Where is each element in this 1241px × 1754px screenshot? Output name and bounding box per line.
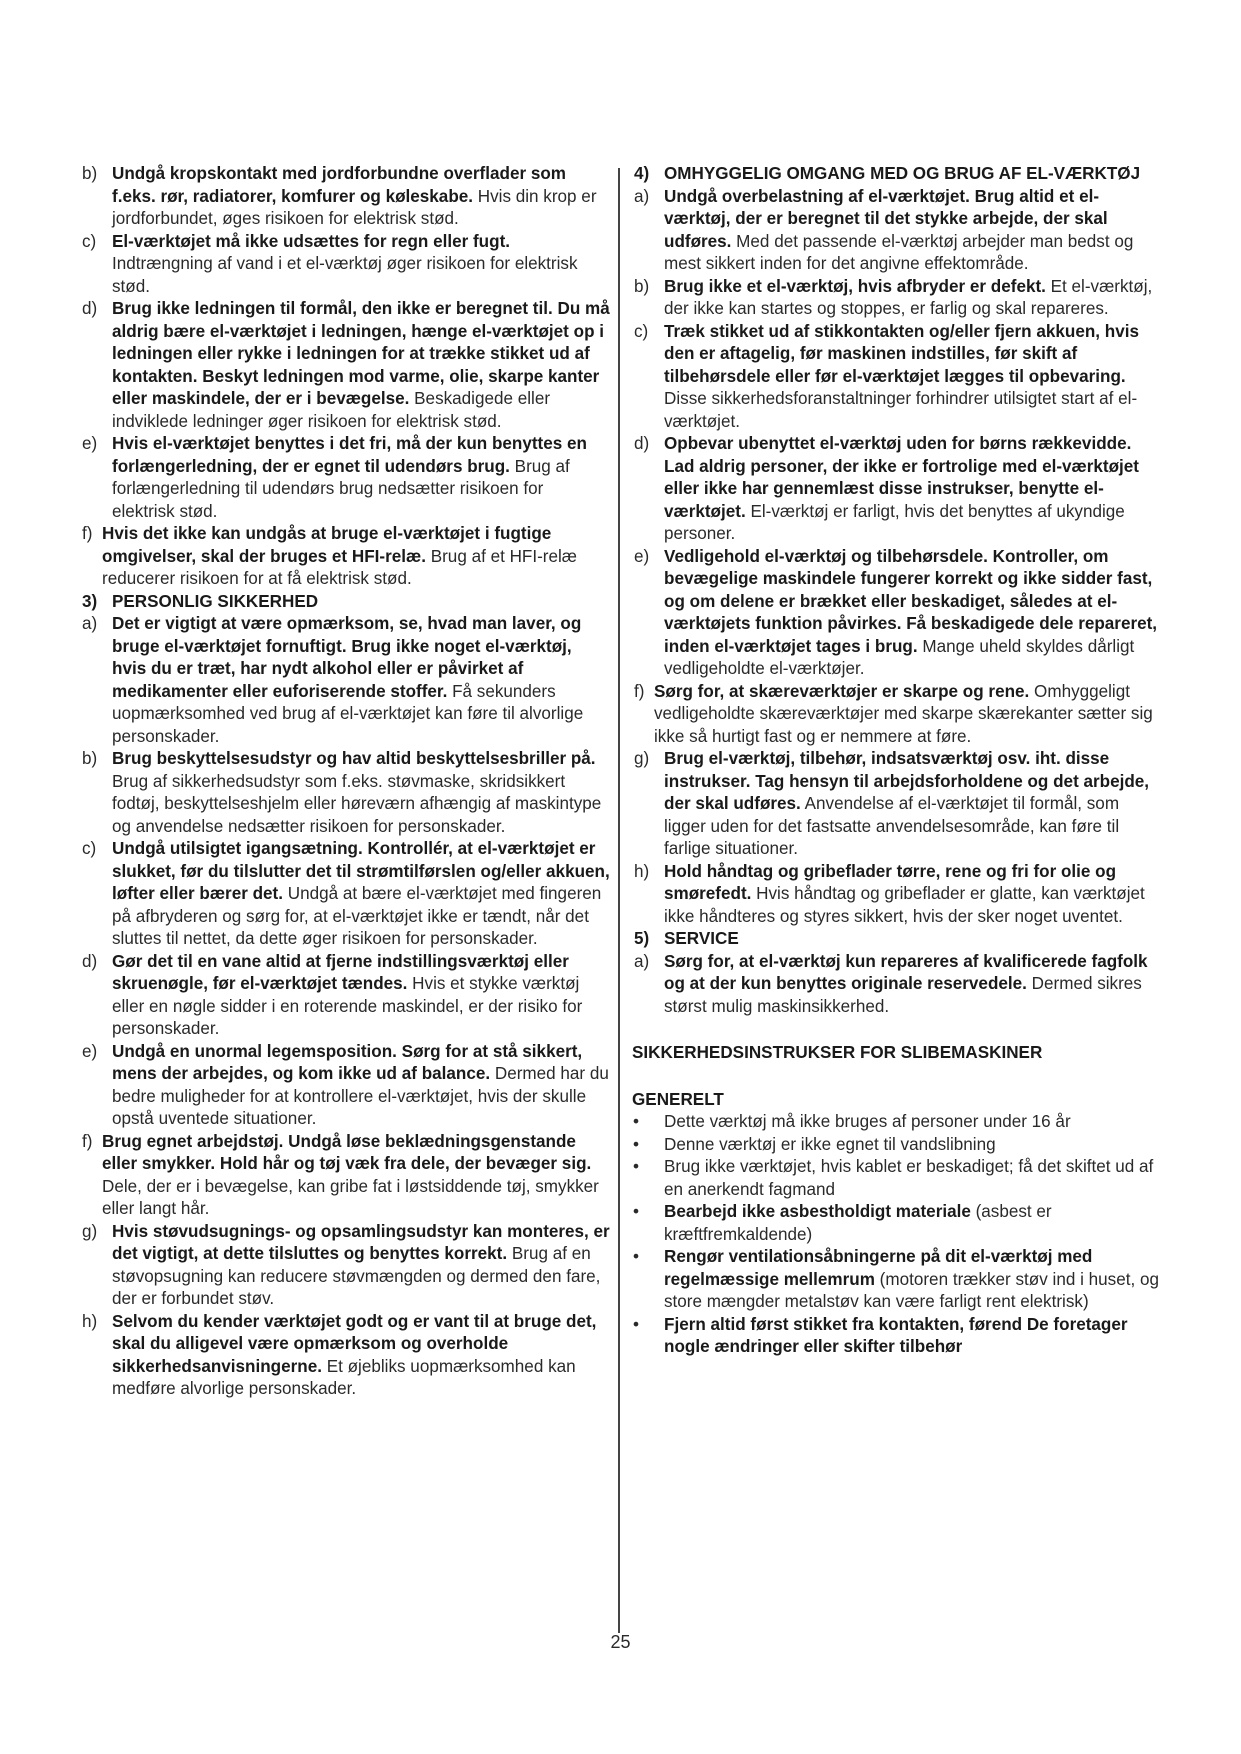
item-marker: d) — [82, 951, 98, 971]
safety-instructions-heading: SIKKERHEDSINSTRUKSER FOR SLIBEMASKINER — [632, 1043, 1043, 1062]
item-bold-text: Brug ikke ledningen til formål, den ikke er beregnet til. Du må aldrig bære el-værktøjet i ledningen, hænge el-værktøjet op i ledningen eller rykke i ledningen for at trække stikket ud af kontakten. Beskyt ledningen mod varme, olie, skarpe kanter eller maskindele, der er i bevægelse. — [112, 299, 610, 408]
instruction-item — [632, 748, 1162, 861]
item-bold-text: Brug beskyttelsesudstyr og hav altid beskyttelsesbriller på. — [112, 749, 596, 768]
item-bold-text: Brug egnet arbejdstøj. Undgå løse beklædningsgenstande eller smykker. Hold hår og tøj væk fra dele, der bevæger sig. — [102, 1131, 592, 1173]
item-bold-text: Hvis el-værktøjet benyttes i det fri, må der kun benyttes en forlængerledning, der er egnet til udendørs brug. — [112, 434, 587, 476]
section-3-heading — [80, 591, 610, 614]
bullet-dot-icon: • — [633, 1247, 639, 1266]
item-bold-text: Hold håndtag og gribeflader tørre, rene og fri for olie og smørefedt. — [664, 861, 1117, 903]
bullet-text: (motoren trækker støv ind i huset, og store mængder metalstøv kan være farligt rent elektrisk) — [664, 1269, 1159, 1311]
right-items-section-5 — [632, 951, 1162, 1019]
item-marker: f) — [82, 524, 93, 543]
instruction-item — [632, 861, 1162, 929]
bullet-text: Dette værktøj må ikke bruges af personer under 16 år — [664, 1112, 1071, 1131]
item-marker: h) — [634, 861, 650, 881]
left-column — [80, 163, 610, 1401]
bullet-dot-icon: • — [633, 1157, 639, 1176]
item-marker: a) — [82, 614, 98, 633]
item-text: Brug af forlængerledning til udendørs brug nedsætter risikoen for elektrisk stød. — [112, 456, 570, 521]
item-text: Mange uheld skyldes dårligt vedligeholdte el-værktøjer. — [664, 636, 1135, 678]
item-text: Et el-værktøj, der ikke kan startes og stoppes, er farlig og skal repareres. — [664, 276, 1153, 318]
item-marker: f) — [634, 681, 645, 701]
section-3-number: 3) — [82, 591, 98, 611]
item-bold-text: Træk stikket ud af stikkontakten og/eller fjern akkuen, hvis den er aftagelig, før maskinen indstilles, før skift af tilbehørsdele eller før el-værktøjet lægges til opbevaring. — [664, 321, 1139, 386]
left-items-section-3 — [80, 613, 610, 1401]
section-5-title: SERVICE — [664, 929, 739, 948]
item-bold-text: Undgå utilsigtet igangsætning. Kontrollér, at el-værktøjet er slukket, før du tilslutter det til strømtilførslen og/eller akkuen, løfter eller bærer det. — [112, 839, 610, 903]
column-divider — [618, 168, 620, 1633]
item-marker: e) — [82, 1041, 98, 1061]
item-text: Et øjebliks uopmærksomhed kan medføre alvorlige personskader. — [112, 1356, 576, 1398]
instruction-item — [80, 298, 610, 433]
item-text: Indtrængning af vand i et el-værktøj øger risikoen for elektrisk stød. — [112, 254, 578, 296]
bullet-item — [632, 1156, 1162, 1201]
item-bold-text: Selvom du kender værktøjet godt og er vant til at bruge det, skal du alligevel være opmærksom og overholde sikkerhedsanvisningerne. — [112, 1311, 597, 1376]
general-bullet-list — [632, 1111, 1162, 1359]
bullet-text: (asbest er kræftfremkaldende) — [664, 1202, 1052, 1244]
item-marker: e) — [634, 546, 650, 566]
bullet-text: Denne værktøj er ikke egnet til vandslibning — [664, 1134, 996, 1154]
section-4-title: OMHYGGELIG OMGANG MED OG BRUG AF EL-VÆRKTØJ — [664, 164, 1141, 183]
instruction-item — [632, 546, 1162, 681]
bullet-dot-icon: • — [633, 1134, 639, 1154]
item-text: Dele, der er i bevægelse, kan gribe fat i løstsiddende tøj, smykker eller langt hår. — [102, 1176, 599, 1218]
item-text: Hvis håndtag og gribeflader er glatte, kan værktøjet ikke håndteres og styres sikkert, hvis der sker noget uventet. — [664, 884, 1145, 926]
item-marker: c) — [82, 839, 97, 858]
item-marker: g) — [634, 749, 650, 768]
item-text: Brug af en støvopsugning kan reducere støvmængden og dermed den fare, der er forbundet støv. — [112, 1244, 601, 1308]
item-text: Hvis et stykke værktøj eller en nøgle sidder i en roterende maskindel, er der risiko for personskader. — [112, 974, 583, 1038]
item-marker: e) — [82, 434, 98, 453]
item-text: Få sekunders uopmærksomhed ved brug af el-værktøjet kan føre til alvorlige personskader. — [112, 681, 584, 746]
bullet-item — [632, 1201, 1162, 1246]
item-text: Hvis din krop er jordforbundet, øges risikoen for elektrisk stød. — [112, 186, 597, 228]
item-text: Beskadigede eller indviklede ledninger øger risikoen for elektrisk stød. — [112, 389, 551, 431]
page-number: 25 — [610, 1632, 631, 1652]
item-bold-text: Hvis støvudsugnings- og opsamlingsudstyr kan monteres, er det vigtigt, at dette tilsluttes og benyttes korrekt. — [112, 1221, 610, 1263]
section-5-heading — [632, 928, 1162, 951]
general-heading: GENERELT — [632, 1089, 724, 1109]
left-items-top — [80, 163, 610, 591]
instruction-item — [632, 186, 1162, 276]
bullet-item — [632, 1314, 1162, 1359]
instruction-item — [80, 838, 610, 951]
item-marker: c) — [634, 321, 649, 341]
instruction-item — [80, 748, 610, 838]
item-bold-text: Undgå en unormal legemsposition. Sørg for at stå sikkert, mens der arbejdes, og kom ikke ud af balance. — [112, 1041, 583, 1083]
item-text: Med det passende el-værktøj arbejder man bedst og mest sikkert inden for det angivne effektområde. — [664, 231, 1134, 273]
item-bold-text: Undgå overbelastning af el-værktøjet. Brug altid et el-værktøj, der er beregnet til det stykke arbejde, der skal udføres. — [664, 186, 1108, 251]
instruction-item — [80, 231, 610, 299]
item-marker: a) — [634, 186, 650, 206]
right-column — [632, 163, 1162, 1359]
item-marker: g) — [82, 1221, 98, 1241]
item-marker: d) — [634, 434, 650, 453]
instruction-item — [632, 321, 1162, 434]
instruction-item — [632, 951, 1162, 1019]
item-bold-text: Brug ikke et el-værktøj, hvis afbryder er defekt. — [664, 276, 1046, 296]
item-text: Undgå at bære el-værktøjet med fingeren på afbryderen og sørg for, at el-værktøjet ikke er tændt, når det sluttes til nettet, da dette øger risikoen for personskader. — [112, 884, 602, 948]
item-bold-text: Hvis det ikke kan undgås at bruge el-værktøjet i fugtige omgivelser, skal der bruges et HFI-relæ. — [102, 524, 552, 566]
item-text: Omhyggeligt vedligeholdte skæreværktøjer med skarpe skærekanter sætter sig ikke så hurtigt fast og er nemmere at føre. — [654, 681, 1153, 746]
right-items-section-4 — [632, 186, 1162, 929]
instruction-item — [632, 276, 1162, 321]
item-marker: c) — [82, 231, 97, 251]
item-text: Dermed sikres størst mulig maskinsikkerhed. — [664, 974, 1142, 1016]
item-bold-text: Sørg for, at skæreværktøjer er skarpe og rene. — [654, 681, 1030, 701]
bullet-item — [632, 1246, 1162, 1314]
section-5-number: 5) — [634, 929, 650, 948]
item-marker: h) — [82, 1311, 98, 1331]
item-marker: b) — [634, 276, 650, 296]
item-bold-text: Gør det til en vane altid at fjerne indstillingsværktøj eller skruenøgle, før el-værktøjet tændes. — [112, 951, 569, 993]
instruction-item — [80, 1311, 610, 1401]
section-4-heading — [632, 163, 1162, 186]
bullet-dot-icon: • — [633, 1202, 639, 1221]
item-bold-text: Vedligehold el-værktøj og tilbehørsdele. Kontroller, om bevægelige maskindele fungerer korrekt og ikke sidder fast, og om delene er brækket eller beskadiget, således at el-værktøjets funktion påvirkes. Få beskadigede dele repareret, inden el-værktøjet tages i brug. — [664, 546, 1158, 656]
instruction-item — [80, 613, 610, 748]
item-text: Brug af et HFI-relæ reducerer risikoen for at få elektrisk stød. — [102, 546, 578, 588]
item-bold-text: Sørg for, at el-værktøj kun repareres af kvalificerede fagfolk og at der kun benyttes originale reservedele. — [664, 951, 1148, 993]
instruction-item — [80, 163, 610, 231]
instruction-item — [80, 433, 610, 523]
bullet-item — [632, 1111, 1162, 1134]
item-text: Anvendelse af el-værktøjet til formål, som ligger uden for det fastsatte anvendelsesområde, kan føre til farlige situationer. — [664, 794, 1120, 858]
section-4-number: 4) — [634, 164, 650, 183]
instruction-item — [80, 523, 610, 591]
item-bold-text: El-værktøjet må ikke udsættes for regn eller fugt. — [112, 231, 511, 251]
bullet-bold-text: Bearbejd ikke asbestholdigt materiale — [664, 1202, 971, 1221]
bullet-text: Brug ikke værktøjet, hvis kablet er beskadiget; få det skiftet ud af en anerkendt fagmand — [664, 1157, 1154, 1199]
item-text: Disse sikkerhedsforanstaltninger forhindrer utilsigtet start af el-værktøjet. — [664, 389, 1138, 431]
item-bold-text: Opbevar ubenyttet el-værktøj uden for børns rækkevidde. Lad aldrig personer, der ikke er fortrolige med el-værktøjet eller ikke har gennemlæst disse instrukser, benytte el-værktøjet. — [664, 434, 1139, 521]
bullet-bold-text: Rengør ventilationsåbningerne på dit el-værktøj med regelmæssige mellemrum — [664, 1247, 1093, 1289]
item-text: Dermed har du bedre muligheder for at kontrollere el-værktøjet, hvis der skulle opstå uventede situationer. — [112, 1064, 609, 1128]
bullet-bold-text: Fjern altid først stikket fra kontakten, førend De foretager nogle ændringer eller skifter tilbehør — [664, 1314, 1128, 1356]
instruction-item — [80, 1221, 610, 1311]
item-marker: d) — [82, 299, 98, 318]
item-bold-text: Undgå kropskontakt med jordforbundne overflader som f.eks. rør, radiatorer, komfurer og køleskabe. — [112, 164, 566, 206]
item-text: El-værktøj er farligt, hvis det benyttes af ukyndige personer. — [664, 501, 1125, 543]
instruction-item — [632, 681, 1162, 749]
bullet-dot-icon: • — [633, 1112, 639, 1131]
instruction-item — [80, 1041, 610, 1131]
instruction-item — [632, 433, 1162, 546]
item-bold-text: Brug el-værktøj, tilbehør, indsatsværktøj osv. iht. disse instrukser. Tag hensyn til arbejdsforholdene og det arbejde, der skal udføres. — [664, 749, 1150, 813]
item-marker: a) — [634, 951, 650, 971]
bullet-item — [632, 1134, 1162, 1157]
item-marker: b) — [82, 164, 98, 183]
item-text: Brug af sikkerhedsudstyr som f.eks. støvmaske, skridsikkert fodtøj, beskyttelseshjelm eller høreværn afhængig af maskintype og anvendelse nedsætter risikoen for personskader. — [112, 771, 602, 836]
item-marker: f) — [82, 1131, 93, 1151]
instruction-item — [80, 1131, 610, 1221]
item-marker: b) — [82, 749, 98, 768]
section-3-title: PERSONLIG SIKKERHED — [112, 591, 319, 611]
item-bold-text: Det er vigtigt at være opmærksom, se, hvad man laver, og bruge el-værktøjet fornuftigt. Brug ikke noget el-værktøj, hvis du er træt, har nydt alkohol eller er påvirket af medikamenter eller euforiserende stoffer. — [112, 614, 582, 701]
bullet-dot-icon: • — [633, 1314, 639, 1334]
instruction-item — [80, 951, 610, 1041]
